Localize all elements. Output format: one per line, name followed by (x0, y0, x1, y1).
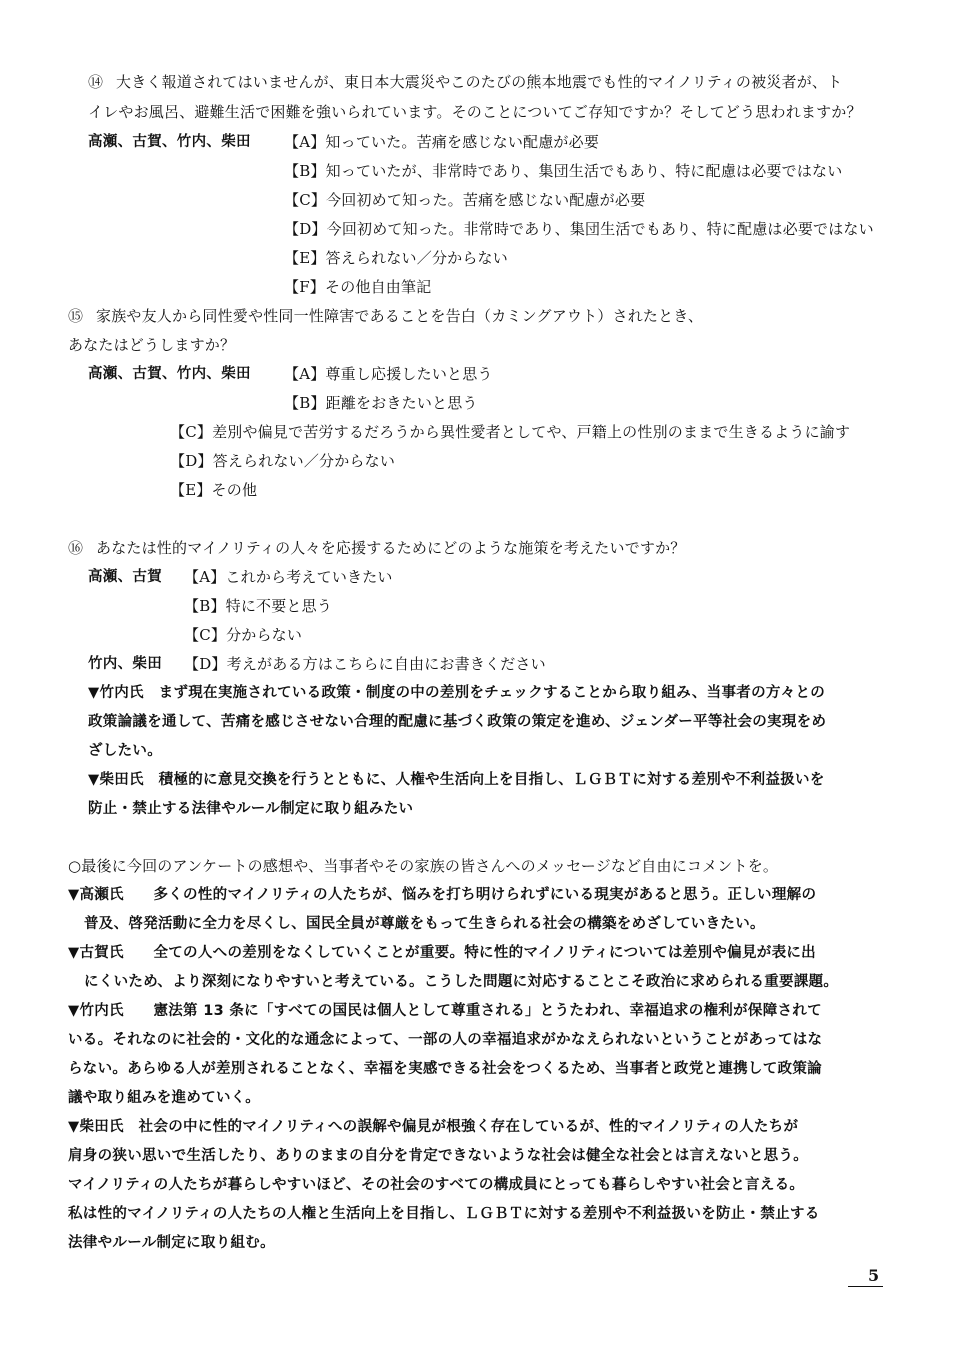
final-takeuchi-line2: いる。それなのに社会的・文化的な通念によって、一部の人の幸福追求がかなえられないということがあってはな (68, 1032, 823, 1048)
q16-respondents-d: 竹内、柴田 (88, 656, 162, 672)
q15-question-line2: あなたはどうしますか？ (68, 336, 236, 354)
final-takase-line1: ▼高瀬氏 多くの性的マイノリティの人たちが、悩みを打ち明けられずにいる現実があると思う。正しい理解の (68, 887, 817, 903)
q14-number: ⑭ (88, 73, 104, 91)
q14-respondents: 高瀬、古賀、竹内、柴田 (88, 134, 251, 150)
final-takeuchi-line4: 議や取り組みを進めていく。 (68, 1090, 261, 1106)
q15-respondents: 高瀬、古賀、竹内、柴田 (88, 366, 251, 382)
q16-takeuchi-line1: ▼竹内氏 まず現在実施されている政策・制度の中の差別をチェックすることから取り組み、当事者の方々との (88, 685, 826, 701)
q14-option-c: 【C】今回初めて知った。苦痛を感じない配慮が必要 (284, 191, 646, 209)
q15-option-a: 【A】尊重し応援したいと思う (284, 365, 493, 383)
q15-text1: 家族や友人から同性愛や性同一性障害であることを告白（カミングアウト）されたとき、 (96, 307, 704, 325)
q16-option-a: 【A】これから考えていきたい (184, 568, 393, 586)
q14-option-f: 【F】その他自由筆記 (284, 278, 432, 296)
q16-respondents-a: 高瀬、古賀 (88, 569, 162, 585)
final-koga-line2: にくいため、より深刻になりやすいと考えている。こうした問題に対応することこそ政治に求められる重要課題。 (84, 974, 839, 990)
q14-option-d: 【D】今回初めて知った。非常時であり、集団生活でもあり、特に配慮は必要ではない (284, 220, 874, 238)
q14-question-line2: イレやお風呂、避難生活で困難を強いられています。そのことについてご存知ですか？そしてどう思われますか？ (88, 103, 862, 121)
q16-question (68, 538, 686, 558)
q14-question-line1 (88, 72, 842, 92)
q14-option-a: 【A】知っていた。苦痛を感じない配慮が必要 (284, 133, 600, 151)
final-takeuchi-line1: ▼竹内氏 憲法第 13 条に「すべての国民は個人として尊重される」とうたわれ、幸福追求の権利が保障されて (68, 1003, 822, 1019)
page-number: 5 (848, 1266, 883, 1287)
final-shibata-line3: マイノリティの人たちが暮らしやすいほど、その社会のすべての構成員にとっても暮らしやすい社会と言える。 (68, 1177, 805, 1193)
q16-number: ⑯ (68, 539, 84, 557)
q16-shibata-line2: 防止・禁止する法律やルール制定に取り組みたい (88, 801, 414, 817)
final-prompt: ○最後に今回のアンケートの感想や、当事者やその家族の皆さんへのメッセージなど自由にコメントを。 (68, 857, 779, 875)
q14-option-b: 【B】知っていたが、非常時であり、集団生活でもあり、特に配慮は必要ではない (284, 162, 843, 180)
q16-option-d: 【D】考えがある方はこちらに自由にお書きください (184, 655, 546, 673)
final-shibata-line5: 法律やルール制定に取り組む。 (68, 1235, 275, 1251)
q15-option-d: 【D】答えられない／分からない (170, 452, 396, 470)
q15-option-e: 【E】その他 (170, 481, 258, 499)
q16-takeuchi-line2: 政策論議を通して、苦痛を感じさせない合理的配慮に基づく政策の策定を進め、ジェンダー平等社会の実現をめ (88, 714, 827, 730)
final-takase-line2: 普及、啓発活動に全力を尽くし、国民全員が尊厳をもって生きられる社会の構築をめざしていきたい。 (84, 916, 765, 932)
final-shibata-line4: 私は性的マイノリティの人たちの人権と生活向上を目指し、ＬＧＢＴに対する差別や不利益扱いを防止・禁止する (68, 1206, 820, 1222)
final-koga-line1: ▼古賀氏 全ての人への差別をなくしていくことが重要。特に性的マイノリティについては差別や偏見が表に出 (68, 945, 816, 961)
final-shibata-line2: 肩身の狭い思いで生活したり、ありのままの自分を肯定できないような社会は健全な社会とは言えないと思う。 (68, 1148, 808, 1164)
q16-shibata-line1: ▼柴田氏 積極的に意見交換を行うとともに、人権や生活向上を目指し、ＬＧＢＴに対する差別や不利益扱いを (88, 772, 825, 788)
q15-option-c: 【C】差別や偏見で苦労するだろうから異性愛者としてや、戸籍上の性別のままで生きるように諭す (170, 423, 851, 441)
q16-option-b: 【B】特に不要と思う (184, 597, 333, 615)
q14-text1: 大きく報道されてはいませんが、東日本大震災やこのたびの熊本地震でも性的マイノリティの被災者が、ト (116, 73, 843, 91)
q15-number: ⑮ (68, 307, 84, 325)
q15-option-b: 【B】距離をおきたいと思う (284, 394, 478, 412)
q16-takeuchi-line3: ざしたい。 (88, 743, 162, 759)
final-takeuchi-line3: らない。あらゆる人が差別されることなく、幸福を実感できる社会をつくるため、当事者と政党と連携して政策論 (68, 1061, 822, 1077)
q14-option-e: 【E】答えられない／分からない (284, 249, 508, 267)
final-shibata-line1: ▼柴田氏 社会の中に性的マイノリティへの誤解や偏見が根強く存在しているが、性的マイノリティの人たちが (68, 1119, 799, 1135)
q16-option-c: 【C】分からない (184, 626, 303, 644)
q16-text: あなたは性的マイノリティの人々を応援するためにどのような施策を考えたいですか？ (96, 539, 686, 557)
q15-question-line1 (68, 306, 703, 326)
